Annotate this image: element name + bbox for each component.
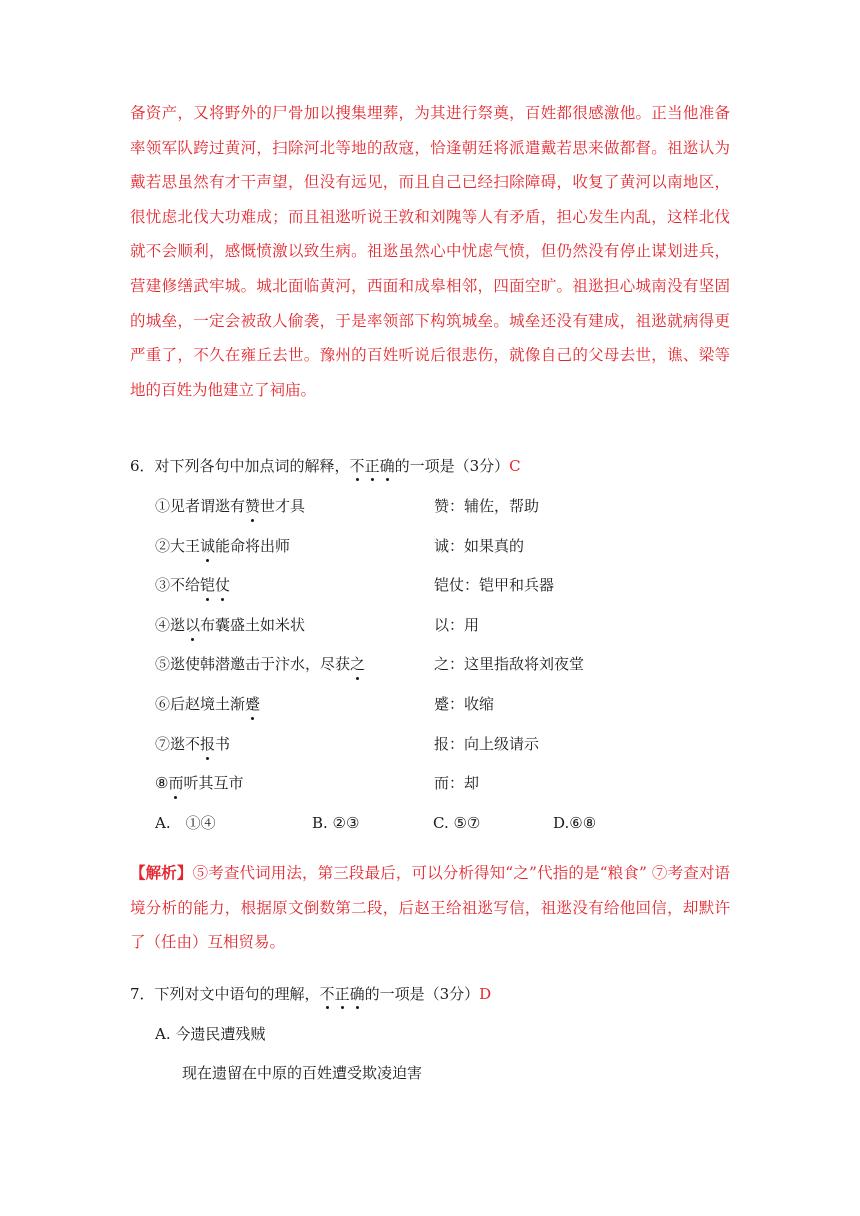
q6-analysis — [130, 856, 730, 960]
q6-item-5: ⑤逖使韩潜邀击于汴水，尽获之 之：这里指敌将刘夜堂 — [155, 655, 585, 673]
q6-item-5-explanation: 之：这里指敌将刘夜堂 — [434, 655, 585, 673]
q6-item-2: ②大王诚能命将出师 诚：如果真的 — [155, 537, 525, 555]
q6-item-6: ⑥后赵境土渐蹙 蹙：收缩 — [155, 695, 495, 713]
dotted-word: 仗 — [215, 576, 231, 594]
q7-emph-3: 确 — [349, 985, 365, 1003]
q6-emph-3: 确 — [379, 457, 395, 475]
q6-prefix: 6．对下列各句中加点词的解释， — [130, 457, 350, 475]
q7-prefix: 7．下列对文中语句的理解， — [130, 985, 320, 1003]
q6-option-c: C. ⑤⑦ — [433, 814, 481, 832]
q6-item-1: ①见者谓逖有赞世才具 赞：辅佐，帮助 — [155, 497, 540, 515]
q6-item-4-explanation: 以：用 — [434, 616, 480, 634]
dotted-word: 蹙 — [245, 695, 261, 713]
q6-option-a: A. ①④ — [155, 814, 216, 832]
question-6-stem — [130, 456, 521, 476]
dotted-word: 铠 — [200, 576, 216, 594]
q7-answer: D — [479, 985, 492, 1003]
q6-options — [155, 812, 755, 834]
dotted-word: 之 — [350, 655, 366, 673]
passage-translation: 备资产，又将野外的尸骨加以搜集埋葬，为其进行祭奠，百姓都很感激他。正当他准备率领军队跨过黄河，扫除河北等地的敌寇，恰逢朝廷将派遣戴若思来做都督。祖逖认为戴若思虽然有才干声望，但没有远见，而且自己已经扫除障碍，收复了黄河以南地区，很忧虑北伐大功难成；而且祖逖听说王敦和刘隗等人有矛盾，担心发生内乱，这样北伐就不会顺利，感慨愤激以致生病。祖逖虽然心中忧虑气愤，但仍然没有停止谋划进兵，营建修缮武牢城。城北面临黄河，西面和成皋相邻，四面空旷。祖逖担心城南没有坚固的城垒，一定会被敌人偷袭，于是率领部下构筑城垒。城垒还没有建成，祖逖就病得更严重了，不久在雍丘去世。豫州的百姓听说后很悲伤，就像自己的父母去世，谯、梁等地的百姓为他建立了祠庙。 — [130, 104, 730, 399]
q6-item-7: ⑦逖不报书 报：向上级请示 — [155, 735, 540, 753]
q6-item-8: ⑧而听其互市 而：却 — [155, 774, 480, 792]
q6-emph-1: 不 — [349, 457, 365, 475]
q6-item-8-explanation: 而：却 — [434, 774, 480, 792]
dotted-word: 赞 — [245, 497, 261, 515]
dotted-word: 以 — [185, 616, 201, 634]
q6-option-d: D.⑥⑧ — [553, 814, 597, 832]
dotted-word: 诚 — [200, 537, 216, 555]
analysis-tag: 【解析】 — [130, 863, 193, 882]
analysis-text: ⑤考查代词用法，第三段最后，可以分析得知“之”代指的是“粮食” ⑦考查对语境分析的能力，根据原文倒数第二段，后赵王给祖逖写信，祖逖没有给他回信，却默许了（任由）互相贸易。 — [130, 864, 730, 952]
q6-item-3: ③不给铠仗 铠仗：铠甲和兵器 — [155, 576, 555, 594]
dotted-word: 而 — [168, 774, 184, 792]
q7-emph-1: 不 — [319, 985, 335, 1003]
question-7-stem — [130, 984, 491, 1004]
q6-item-3-explanation: 铠仗：铠甲和兵器 — [434, 576, 555, 594]
q6-item-6-explanation: 蹙：收缩 — [434, 695, 495, 713]
q6-suffix: 的一项是（3分） — [394, 457, 510, 475]
q7-suffix: 的一项是（3分） — [364, 985, 480, 1003]
q6-item-7-explanation: 报：向上级请示 — [434, 735, 540, 753]
q7-option-a: A. 今遗民遭残贼 — [155, 1025, 266, 1043]
q6-answer: C — [509, 457, 521, 475]
dotted-word: 报 — [200, 735, 216, 753]
q6-item-1-explanation: 赞：辅佐，帮助 — [434, 497, 540, 515]
q6-item-2-explanation: 诚：如果真的 — [434, 537, 525, 555]
q6-item-4: ④逖以布囊盛土如米状 以：用 — [155, 616, 480, 634]
q7-option-a-explanation: 现在遗留在中原的百姓遭受欺凌迫害 — [182, 1064, 423, 1082]
q6-emph-2: 正 — [364, 457, 380, 475]
q7-emph-2: 正 — [334, 985, 350, 1003]
q6-option-b: B. ②③ — [312, 814, 360, 832]
